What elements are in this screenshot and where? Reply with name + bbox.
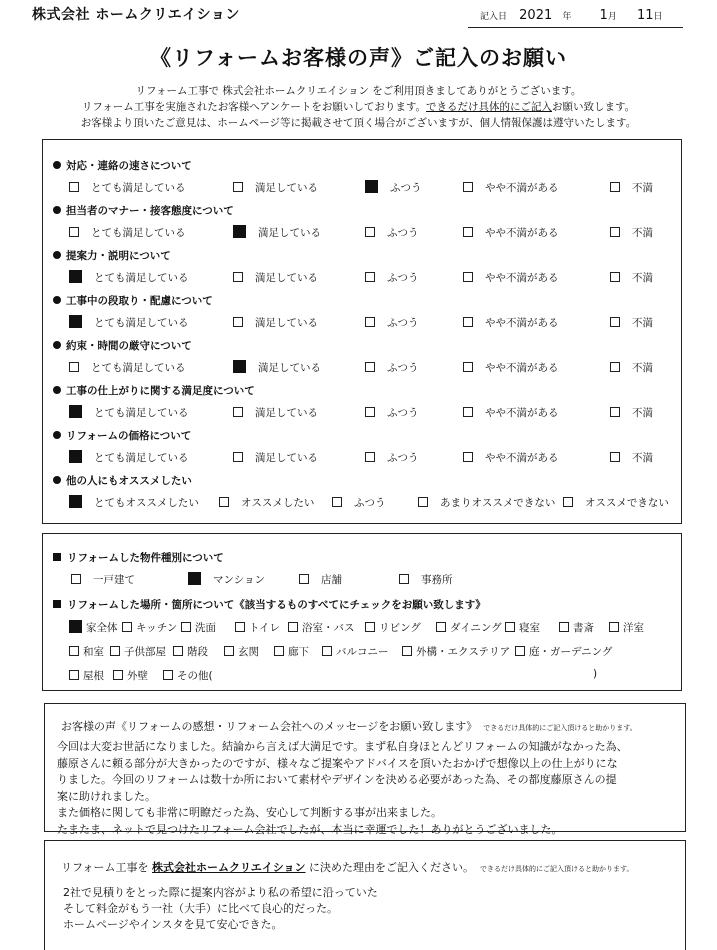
option-label: 満足している xyxy=(255,407,318,419)
option-label: ふつう xyxy=(387,362,419,374)
places-heading-text: リフォームした場所・箇所について《該当するものすべてにチェックをお願い致します》 xyxy=(67,599,486,611)
bullet-icon xyxy=(53,341,61,349)
option-label: とても満足している xyxy=(94,317,189,329)
question-text: 工事中の段取り・配慮について xyxy=(66,295,213,307)
answer-option[interactable] xyxy=(69,450,189,465)
option-label: 満足している xyxy=(258,227,321,239)
bullet-icon xyxy=(53,206,61,214)
reason-line: そして料金がもう一社（大手）に比べて良心的だった。 xyxy=(63,902,338,915)
checkbox[interactable] xyxy=(399,574,409,584)
answer-option[interactable] xyxy=(233,315,318,330)
option-label: ふつう xyxy=(387,227,419,239)
option-label: 不満 xyxy=(632,272,653,284)
answer-option[interactable] xyxy=(69,270,189,285)
checkbox[interactable] xyxy=(463,227,473,237)
voice-line: 藤原さんに頼る部分が大きかったのですが、様々なご提案やアドバイスを頂いたおかげで想像以上の仕上がりにな xyxy=(57,756,618,770)
checkbox[interactable] xyxy=(365,407,375,417)
answer-option[interactable] xyxy=(69,405,189,420)
checkbox[interactable] xyxy=(113,670,123,680)
option-label: とても満足している xyxy=(94,452,189,464)
checkbox[interactable] xyxy=(610,227,620,237)
checkbox-checked[interactable] xyxy=(69,315,82,328)
place-option[interactable] xyxy=(505,620,540,635)
place-option[interactable] xyxy=(609,620,644,635)
option-label: ふつう xyxy=(387,317,419,329)
answer-option[interactable] xyxy=(233,360,321,375)
option-label: 不満 xyxy=(632,407,653,419)
option-label: 不満 xyxy=(632,362,653,374)
answer-option[interactable] xyxy=(463,180,559,195)
option-label: 浴室・バス xyxy=(302,622,355,634)
option-label: 満足している xyxy=(255,182,318,194)
answer-option[interactable] xyxy=(463,405,559,420)
date-month: 1 xyxy=(599,8,608,23)
option-label: 屋根 xyxy=(83,670,104,682)
reason-heading-a: リフォーム工事を xyxy=(61,861,149,874)
option-label: バルコニー xyxy=(336,646,389,658)
option-label: あまりオススメできない xyxy=(440,497,556,509)
question-text: 他の人にもオススメしたい xyxy=(66,475,192,487)
checkbox[interactable] xyxy=(332,497,342,507)
option-label: 満足している xyxy=(255,272,318,284)
bullet-icon xyxy=(53,386,61,394)
option-label: 洗面 xyxy=(195,622,216,634)
bullet-icon xyxy=(53,296,61,304)
checkbox[interactable] xyxy=(71,574,81,584)
answer-option[interactable] xyxy=(610,405,653,420)
checkbox[interactable] xyxy=(181,622,191,632)
option-label: やや不満がある xyxy=(485,182,559,194)
place-option[interactable] xyxy=(69,668,104,683)
checkbox[interactable] xyxy=(463,362,473,372)
place-option[interactable] xyxy=(69,620,118,635)
checkbox[interactable] xyxy=(515,646,525,656)
place-option[interactable] xyxy=(322,644,389,659)
reason-heading xyxy=(61,859,633,875)
option-label: やや不満がある xyxy=(485,362,559,374)
answer-option[interactable] xyxy=(563,495,669,510)
checkbox[interactable] xyxy=(110,646,120,656)
checkbox[interactable] xyxy=(418,497,428,507)
answer-option[interactable] xyxy=(610,270,653,285)
question-text: 工事の仕上がりに関する満足度について xyxy=(66,385,255,397)
question-label xyxy=(53,338,192,353)
checkbox-checked[interactable] xyxy=(69,620,82,633)
checkbox[interactable] xyxy=(610,407,620,417)
place-option[interactable] xyxy=(113,668,148,683)
option-label: やや不満がある xyxy=(485,407,559,419)
checkbox[interactable] xyxy=(219,497,229,507)
checkbox[interactable] xyxy=(610,452,620,462)
voice-text xyxy=(57,739,679,838)
checkbox[interactable] xyxy=(322,646,332,656)
place-option[interactable] xyxy=(163,668,213,683)
property-type-heading xyxy=(53,550,224,565)
question-text: リフォームの価格について xyxy=(66,430,192,442)
answer-option[interactable] xyxy=(69,180,186,195)
place-option[interactable] xyxy=(224,644,259,659)
option-label: とても満足している xyxy=(94,272,189,284)
answer-option[interactable] xyxy=(69,360,186,375)
checkbox[interactable] xyxy=(288,622,298,632)
answer-option[interactable] xyxy=(463,315,559,330)
place-option[interactable] xyxy=(235,620,280,635)
question-label xyxy=(53,203,234,218)
date-month-unit: 月 xyxy=(607,12,617,22)
option-label: 不満 xyxy=(632,317,653,329)
answer-option[interactable] xyxy=(463,270,559,285)
page-title: 《リフォームお客様の声》ご記入のお願い xyxy=(150,46,567,70)
question-text: 約束・時間の厳守について xyxy=(66,340,192,352)
survey-box xyxy=(42,139,682,524)
place-option[interactable] xyxy=(122,620,177,635)
bullet-icon xyxy=(53,431,61,439)
checkbox[interactable] xyxy=(609,622,619,632)
option-label: リビング xyxy=(379,622,421,634)
intro-line-2-emphasis: できるだけ具体的にご記入 xyxy=(426,101,553,113)
company-name: 株式会社 ホームクリエイション xyxy=(32,7,240,23)
option-label: とても満足している xyxy=(91,227,186,239)
checkbox[interactable] xyxy=(365,362,375,372)
question-label xyxy=(53,293,213,308)
answer-option[interactable] xyxy=(233,450,318,465)
checkbox[interactable] xyxy=(69,227,79,237)
checkbox[interactable] xyxy=(365,227,375,237)
option-label: 階段 xyxy=(187,646,208,658)
voice-line: また価格に関しても非常に明瞭だった為、安心して判断する事が出来ました。 xyxy=(57,806,442,819)
question-text: 対応・連絡の速さについて xyxy=(66,160,192,172)
option-label: 満足している xyxy=(255,452,318,464)
checkbox[interactable] xyxy=(233,452,243,462)
question-label xyxy=(53,248,171,263)
answer-option[interactable] xyxy=(365,180,422,195)
option-label: やや不満がある xyxy=(485,227,559,239)
intro-line-2-a: リフォーム工事を実施されたお客様へアンケートをお願いしております。 xyxy=(81,101,427,113)
checkbox[interactable] xyxy=(163,670,173,680)
option-label: とても満足している xyxy=(91,182,186,194)
reason-box xyxy=(44,840,686,950)
bullet-icon xyxy=(53,251,61,259)
property-type-option[interactable] xyxy=(71,572,135,587)
places-heading xyxy=(53,597,486,612)
option-label: トイレ xyxy=(249,622,280,634)
reason-line: ホームページやインスタを見て安心できた。 xyxy=(63,918,283,931)
answer-option[interactable] xyxy=(233,225,321,240)
voice-line: 案に助けれました。 xyxy=(57,789,156,803)
place-option[interactable] xyxy=(402,644,510,659)
property-type-option[interactable] xyxy=(188,572,265,587)
checkbox[interactable] xyxy=(463,452,473,462)
answer-option[interactable] xyxy=(69,225,186,240)
checkbox-checked[interactable] xyxy=(233,225,246,238)
date-label: 記入日 xyxy=(480,12,508,22)
answer-option[interactable] xyxy=(365,450,419,465)
date-day-unit: 日 xyxy=(653,12,663,22)
customer-voice-box xyxy=(44,703,686,836)
answer-option[interactable] xyxy=(233,405,318,420)
date-underline xyxy=(468,27,683,28)
option-label: 寝室 xyxy=(519,622,540,634)
option-label: オススメできない xyxy=(585,497,669,509)
property-box xyxy=(42,533,682,691)
option-label: 満足している xyxy=(255,317,318,329)
answer-option[interactable] xyxy=(365,315,419,330)
checkbox[interactable] xyxy=(463,317,473,327)
option-label: 不満 xyxy=(632,227,653,239)
checkbox[interactable] xyxy=(563,497,573,507)
checkbox[interactable] xyxy=(224,646,234,656)
bullet-icon xyxy=(53,476,61,484)
question-text: 担当者のマナー・接客態度について xyxy=(66,205,234,217)
reason-note: できるだけ具体的にご記入頂けると助かります。 xyxy=(480,865,634,873)
option-label: オススメしたい xyxy=(241,497,315,509)
voice-line: たまたま、ネットで見つけたリフォーム会社でしたが、本当に幸運でした！ありがとうございました。 xyxy=(57,822,563,836)
checkbox[interactable] xyxy=(610,317,620,327)
place-option[interactable] xyxy=(110,644,166,659)
checkbox[interactable] xyxy=(365,622,375,632)
checkbox[interactable] xyxy=(173,646,183,656)
answer-option[interactable] xyxy=(418,495,555,510)
answer-option[interactable] xyxy=(365,405,419,420)
answer-option[interactable] xyxy=(219,495,314,510)
checkbox[interactable] xyxy=(610,182,620,192)
option-label: ダイニング xyxy=(450,622,502,634)
checkbox[interactable] xyxy=(365,452,375,462)
checkbox[interactable] xyxy=(233,272,243,282)
place-option[interactable] xyxy=(173,644,208,659)
reason-heading-company: 株式会社ホームクリエイション xyxy=(151,861,306,874)
checkbox[interactable] xyxy=(463,272,473,282)
square-bullet-icon xyxy=(53,600,61,608)
checkbox[interactable] xyxy=(235,622,245,632)
question-label xyxy=(53,383,255,398)
property-type-option[interactable] xyxy=(299,572,342,587)
checkbox-checked[interactable] xyxy=(69,450,82,463)
checkbox-checked[interactable] xyxy=(69,495,82,508)
checkbox[interactable] xyxy=(505,622,515,632)
checkbox[interactable] xyxy=(610,362,620,372)
checkbox[interactable] xyxy=(365,317,375,327)
checkbox[interactable] xyxy=(233,182,243,192)
option-label: とても満足している xyxy=(91,362,186,374)
checkbox-checked[interactable] xyxy=(365,180,378,193)
answer-option[interactable] xyxy=(332,495,386,510)
option-label: 不満 xyxy=(632,182,653,194)
place-option[interactable] xyxy=(181,620,216,635)
reason-heading-b: に決めた理由をご記入ください。 xyxy=(309,861,475,874)
checkbox[interactable] xyxy=(274,646,284,656)
option-label: 洋室 xyxy=(623,622,644,634)
option-label: ふつう xyxy=(387,407,419,419)
checkbox-checked[interactable] xyxy=(69,405,82,418)
option-label: 子供部屋 xyxy=(124,646,166,658)
option-label: マンション xyxy=(213,574,266,586)
place-option[interactable] xyxy=(365,620,421,635)
checkbox[interactable] xyxy=(559,622,569,632)
checkbox-checked[interactable] xyxy=(188,572,201,585)
checkbox[interactable] xyxy=(402,646,412,656)
answer-option[interactable] xyxy=(365,225,419,240)
answer-option[interactable] xyxy=(610,450,653,465)
answer-option[interactable] xyxy=(463,360,559,375)
option-label: やや不満がある xyxy=(485,317,559,329)
checkbox[interactable] xyxy=(610,272,620,282)
option-label: 不満 xyxy=(632,452,653,464)
question-label xyxy=(53,428,191,443)
option-label: 事務所 xyxy=(421,574,453,586)
square-bullet-icon xyxy=(53,553,61,561)
question-text: 提案力・説明について xyxy=(66,250,171,262)
checkbox-checked[interactable] xyxy=(69,270,82,283)
answer-option[interactable] xyxy=(610,315,653,330)
intro-line-2-c: お願い致します。 xyxy=(552,101,636,113)
answer-option[interactable] xyxy=(610,360,653,375)
answer-option[interactable] xyxy=(365,270,419,285)
checkbox[interactable] xyxy=(69,646,79,656)
checkbox[interactable] xyxy=(233,317,243,327)
reason-line: 2社で見積りをとった際に提案内容がより私の希望に沿っていた xyxy=(63,886,378,899)
voice-note: できるだけ具体的にご記入頂けると助かります。 xyxy=(483,724,637,732)
voice-line: 今回は大変お世話になりました。結論から言えば大満足です。まず私自身ほとんどリフォームの知識がなかった為、 xyxy=(57,740,628,753)
voice-heading xyxy=(61,718,637,734)
option-label: 家全体 xyxy=(86,622,118,634)
answer-option[interactable] xyxy=(610,225,653,240)
checkbox[interactable] xyxy=(463,182,473,192)
option-label: 外壁 xyxy=(127,670,148,682)
checkbox[interactable] xyxy=(299,574,309,584)
option-label: やや不満がある xyxy=(485,272,559,284)
option-label: 店舗 xyxy=(321,574,342,586)
checkbox[interactable] xyxy=(463,407,473,417)
option-label: ふつう xyxy=(387,452,419,464)
option-label: その他( xyxy=(177,670,213,682)
voice-heading-text: お客様の声《リフォームの感想・リフォーム会社へのメッセージをお願い致します》 xyxy=(61,720,478,733)
checkbox[interactable] xyxy=(69,182,79,192)
answer-option[interactable] xyxy=(365,360,419,375)
voice-line: りました。今回のリフォームは数十か所において素材やデザインを決める必要があった為、その都度藤原さんの提 xyxy=(57,773,617,786)
checkbox[interactable] xyxy=(122,622,132,632)
intro-line-2 xyxy=(0,99,717,115)
checkbox-checked[interactable] xyxy=(233,360,246,373)
option-label: やや不満がある xyxy=(485,452,559,464)
option-label: ふつう xyxy=(390,182,422,194)
place-option[interactable] xyxy=(559,620,594,635)
option-label: ふつう xyxy=(354,497,386,509)
entry-date xyxy=(480,8,663,23)
option-label: 外構・エクステリア xyxy=(416,646,511,658)
option-label: 書斎 xyxy=(573,622,594,634)
answer-option[interactable] xyxy=(233,270,318,285)
option-label: 廊下 xyxy=(288,646,309,658)
option-label: キッチン xyxy=(136,622,178,634)
place-option[interactable] xyxy=(436,620,502,635)
answer-option[interactable] xyxy=(463,225,559,240)
checkbox[interactable] xyxy=(69,670,79,680)
answer-option[interactable] xyxy=(463,450,559,465)
other-close-paren: ) xyxy=(593,668,598,680)
checkbox[interactable] xyxy=(233,407,243,417)
checkbox[interactable] xyxy=(436,622,446,632)
checkbox[interactable] xyxy=(69,362,79,372)
option-label: とても満足している xyxy=(94,407,189,419)
option-label: ふつう xyxy=(387,272,419,284)
place-option[interactable] xyxy=(288,620,355,635)
date-year-unit: 年 xyxy=(562,12,572,22)
answer-option[interactable] xyxy=(610,180,653,195)
question-label xyxy=(53,158,192,173)
intro-line-1: リフォーム工事で 株式会社ホームクリエイション をご利用頂きましてありがとうございます。 xyxy=(135,85,582,97)
place-option[interactable] xyxy=(69,644,104,659)
option-label: 和室 xyxy=(83,646,104,658)
property-type-heading-text: リフォームした物件種別について xyxy=(67,552,224,564)
bullet-icon xyxy=(53,161,61,169)
answer-option[interactable] xyxy=(69,315,189,330)
option-label: 庭・ガーデニング xyxy=(529,646,613,658)
reason-text xyxy=(63,885,378,933)
intro-line-3: お客様より頂いたご意見は、ホームページ等に掲載させて頂く場合がございますが、個人情報保護は遵守いたします。 xyxy=(80,117,637,129)
property-type-option[interactable] xyxy=(399,572,453,587)
place-option[interactable] xyxy=(515,644,612,659)
date-year: 2021 xyxy=(519,8,553,23)
option-label: 満足している xyxy=(258,362,321,374)
place-option[interactable] xyxy=(274,644,309,659)
option-label: とてもオススメしたい xyxy=(94,497,199,509)
option-label: 一戸建て xyxy=(93,574,135,586)
answer-option[interactable] xyxy=(233,180,318,195)
question-label xyxy=(53,473,192,488)
option-label: 玄関 xyxy=(238,646,259,658)
date-day: 11 xyxy=(636,8,654,23)
checkbox[interactable] xyxy=(365,272,375,282)
answer-option[interactable] xyxy=(69,495,199,510)
